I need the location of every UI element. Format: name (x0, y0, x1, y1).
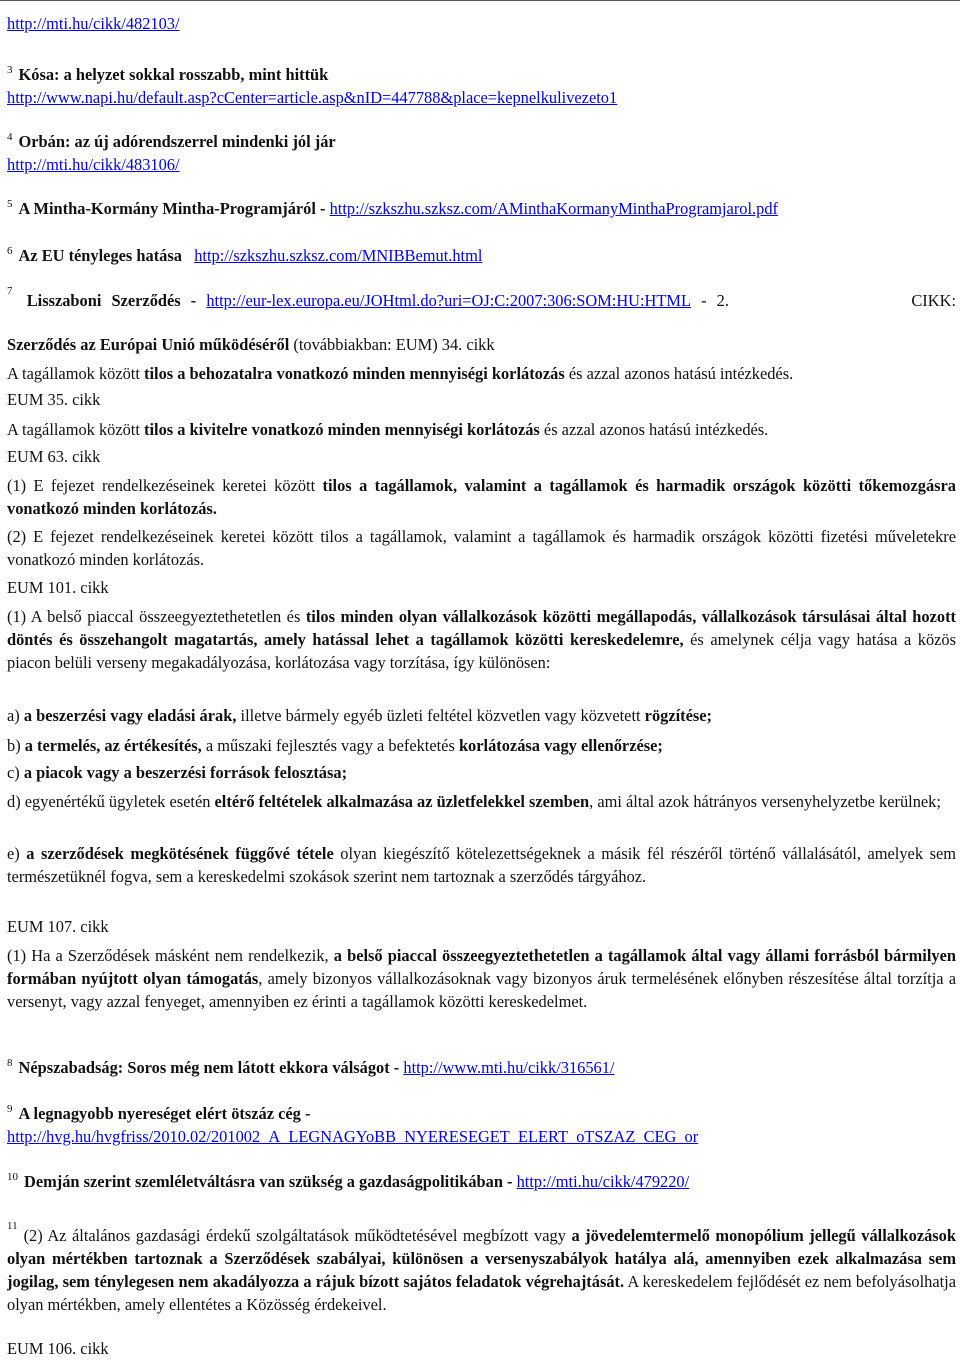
footnote-7-after-link: - 2. (691, 291, 740, 310)
article-35-part-a: A tagállamok között (7, 420, 145, 439)
footnote-4-title-line (7, 130, 956, 153)
footnote-8-title: Népszabadság: Soros még nem látott ekkora válságot - (18, 1058, 404, 1077)
article-101-point-e (7, 842, 956, 888)
footnote-9-link[interactable]: http://hvg.hu/hvgfriss/2010.02/201002_A_LEGNAGYoBB_NYERESEGET_ELERT_oTSZAZ_CEG_or (7, 1127, 699, 1146)
article-63-1-bold: tilos a tagállamok, valamint a tagállamok és harmadik országok közötti tőkemozgásra vonatkozó minden korlátozás. (7, 476, 956, 518)
footnote-9-title: A legnagyobb nyereséget elért ötszáz cég - (18, 1104, 315, 1123)
footnote-9-number: 9 (7, 1103, 13, 1115)
article-63-paragraph-1 (7, 474, 956, 520)
point-e-bold: a szerződések megkötésének függővé tétele (26, 844, 334, 863)
eum-101-heading: EUM 101. cikk (7, 578, 109, 597)
footnote-6-link[interactable]: http://szkszhu.szksz.com/MNIBBemut.html (194, 246, 483, 265)
article-107-paragraph-1 (7, 944, 956, 1013)
footnote-3-link[interactable]: http://www.napi.hu/default.asp?cCenter=article.asp&nID=447788&place=kepnelkulivezeto1 (7, 88, 618, 107)
footnote-4-number: 4 (7, 131, 13, 143)
footnote-7-cikk-label: CIKK: (911, 291, 956, 310)
article-101-paragraph-1 (7, 605, 956, 674)
footnote-7-subtitle: Szerződés az Európai Unió működéséről (7, 335, 290, 354)
footnote-2 (7, 12, 956, 35)
footnote-11-bold: a jövedelemtermelő monopólium jellegű vállalkozások olyan mértékben tartoznak a Szerződések szabályai, különösen a versenyszabályok hatálya alá, amennyiben ezek alkalmazása sem jogilag, sem ténylegesen nem akadályozza a rájuk bízott sajátos feladatok végrehajtását. (7, 1226, 956, 1291)
footnote-9-url-line (7, 1125, 956, 1148)
article-101-point-c (7, 761, 956, 784)
footnote-7-subtitle-note: (továbbiakban: EUM) 34. cikk (289, 335, 495, 354)
article-35-part-c: és azzal azonos hatású intézkedés. (539, 420, 769, 439)
article-107-1-bold: a belső piaccal összeegyeztethetetlen a tagállamok által vagy állami forrásból bármilyen formában nyújtott olyan támogatás (7, 946, 956, 988)
footnote-5 (7, 197, 956, 220)
point-e-text: olyan kiegészítő kötelezettségeknek a másik fél részéről történő vállalásától, amelyek sem természetüknél fogva, sem a kereskedelmi szokások szerint nem tartoznak a szerződés tárgyához. (7, 844, 956, 886)
footnote-4-link[interactable]: http://mti.hu/cikk/483106/ (7, 155, 180, 174)
footnote-7-title: Lisszaboni Szerződés - (26, 291, 207, 310)
footnote-3-url-line (7, 86, 956, 109)
eum-35-heading: EUM 35. cikk (7, 390, 101, 409)
point-e-label: e) (7, 844, 27, 863)
footnote-10 (7, 1170, 956, 1193)
footnote-4-url-line (7, 153, 956, 176)
footnote-6-title: Az EU tényleges hatása (18, 246, 182, 265)
footnote-2-link[interactable]: http://mti.hu/cikk/482103/ (7, 14, 180, 33)
footnote-9-title-line (7, 1102, 956, 1125)
point-d-text-end: , ami által azok hátrányos versenyhelyzetbe kerülnek; (589, 792, 941, 811)
point-a-text: illetve bármely egyéb üzleti feltétel közvetlen vagy közvetett (236, 706, 645, 725)
footnote-10-number: 10 (7, 1171, 18, 1183)
article-101-point-d (7, 790, 956, 813)
article-101-1-bold: tilos minden olyan vállalkozások közötti megállapodás, vállalkozások társulásai által hozott döntés és összehangolt magatartás, amely hatással lehet a tagállamok közötti kereskedelemre, (7, 607, 956, 649)
point-a-bold: a beszerzési vagy eladási árak, (23, 706, 237, 725)
footnote-4-title: Orbán: az új adórendszerrel mindenki jól jár (18, 132, 336, 151)
footnote-3-title: Kósa: a helyzet sokkal rosszabb, mint hittük (18, 65, 329, 84)
article-34-part-c: és azzal azonos hatású intézkedés. (564, 364, 794, 383)
article-63-1-part-a: (1) E fejezet rendelkezéseinek keretei között (7, 476, 323, 495)
point-d-text: d) egyenértékű ügyletek esetén (7, 792, 215, 811)
footnote-3-number: 3 (7, 64, 13, 76)
eum-107-heading: EUM 107. cikk (7, 917, 109, 936)
footnote-6-number: 6 (7, 245, 13, 257)
article-107-1-part-c: , amely bizonyos vállalkozásoknak vagy bizonyos áruk termelésének előnyben részesítése által torzítja a versenyt, vagy azzal fenyeget, amennyiben ez érinti a tagállamok közötti kereskedelmet. (7, 969, 956, 1011)
article-101-point-a (7, 704, 956, 727)
page-top-rule (0, 0, 960, 1)
article-63-paragraph-2: (2) E fejezet rendelkezéseinek keretei között tilos a tagállamok, valamint a tagállamok és harmadik országok közötti fizetési műveletekre vonatkozó minden korlátozás. (7, 527, 956, 569)
footnote-7-link[interactable]: http://eur-lex.europa.eu/JOHtml.do?uri=OJ:C:2007:306:SOM:HU:HTML (206, 291, 691, 310)
article-101-1-part-a: (1) A belső piaccal összeegyeztethetetlen és (7, 607, 306, 626)
article-101-point-b (7, 734, 956, 757)
footnote-11-number: 11 (7, 1220, 18, 1232)
article-107-1-part-a: (1) Ha a Szerződések másként nem rendelkezik, (7, 946, 334, 965)
eum-63-heading: EUM 63. cikk (7, 447, 101, 466)
footnote-5-title: A Mintha-Kormány Mintha-Programjáról - (18, 199, 330, 218)
point-b-text: a műszaki fejlesztés vagy a befektetés (201, 736, 459, 755)
article-35-text (7, 418, 956, 441)
point-d-bold: eltérő feltételek alkalmazása az üzletfelekkel szemben (214, 792, 590, 811)
footnote-11-part-c: A kereskedelem fejlődését ez nem befolyásolhatja olyan mértékben, amely ellentétes a Közösség érdekeivel. (7, 1272, 956, 1314)
footnote-11-part-a: (2) Az általános gazdasági érdekű szolgáltatások működtetésével megbízott vagy (23, 1226, 572, 1245)
footnote-3-title-line (7, 63, 956, 86)
point-a-label: a) (7, 706, 24, 725)
footnote-7-subtitle-line (7, 333, 956, 356)
eum-106-heading: EUM 106. cikk (7, 1339, 109, 1358)
footnote-11 (7, 1220, 956, 1316)
article-34-bold: tilos a behozatalra vonatkozó minden mennyiségi korlátozás (144, 364, 565, 383)
point-c-bold: a piacok vagy a beszerzési források felosztása; (23, 763, 348, 782)
footnote-8-number: 8 (7, 1057, 13, 1069)
footnote-7-heading (7, 285, 956, 314)
article-34-part-a: A tagállamok között (7, 364, 145, 383)
footnote-10-link[interactable]: http://mti.hu/cikk/479220/ (516, 1172, 690, 1191)
footnote-5-number: 5 (7, 198, 13, 210)
article-101-1-part-c: és amelynek célja vagy hatása a közös piacon belüli verseny megakadályozása, korlátozása vagy torzítása, így különösen: (7, 630, 956, 672)
point-a-bold-end: rögzítése; (644, 706, 713, 725)
point-c-label: c) (7, 763, 24, 782)
article-35-bold: tilos a kivitelre vonatkozó minden mennyiségi korlátozás (144, 420, 540, 439)
footnote-10-title: Demján szerint szemléletváltásra van szükség a gazdaságpolitikában - (24, 1172, 517, 1191)
footnote-8 (7, 1056, 956, 1079)
footnote-6 (7, 244, 956, 267)
footnote-5-link[interactable]: http://szkszhu.szksz.com/AMinthaKormanyMinthaProgramjarol.pdf (329, 199, 778, 218)
point-b-label: b) (7, 736, 25, 755)
point-b-bold: a termelés, az értékesítés, (24, 736, 202, 755)
point-b-bold-end: korlátozása vagy ellenőrzése; (458, 736, 663, 755)
footnote-7-number: 7 (7, 285, 13, 297)
article-34-text (7, 362, 956, 385)
footnote-8-link[interactable]: http://www.mti.hu/cikk/316561/ (403, 1058, 615, 1077)
